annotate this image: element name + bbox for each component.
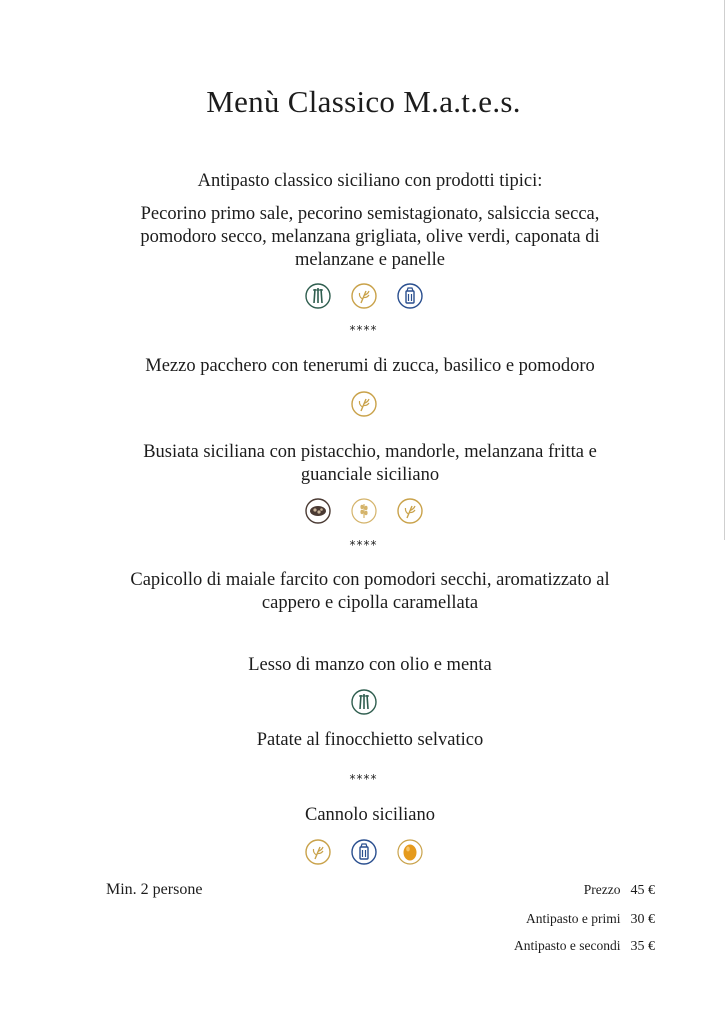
price-label: Prezzo [583,882,621,897]
secondo-1-line-1: Capicollo di maiale farcito con pomodori secchi, aromatizzato al [130,570,610,590]
antipasto-line-2: pomodoro secco, melanzana grigliata, olive verdi, caponata di [140,227,600,247]
celery-icon [350,688,378,716]
primo-1: Mezzo pacchero con tenerumi di zucca, basilico e pomodoro [145,356,595,376]
celery-icon [304,282,332,310]
dolce: Cannolo siciliano [305,805,435,825]
primo-2-allergens [0,497,727,525]
sesame-icon [350,497,378,525]
milk-icon [350,838,378,866]
secondo-2: Lesso di manzo con olio e menta [248,655,492,675]
menu-title: Menù Classico M.a.t.e.s. [206,84,521,119]
secondo-2-allergens [0,688,727,716]
separator-1: **** [349,323,378,337]
price-value: 45 € [630,883,655,898]
antipasto-line-3: melanzane e panelle [295,250,445,270]
separator-2: **** [349,538,378,552]
egg-icon [396,838,424,866]
price-label: Antipasto e primi [526,911,621,926]
price-row-antipasto-secondi [514,938,655,955]
price-row-full [584,882,655,899]
primo-2-line-2: guanciale siciliano [300,465,440,485]
nuts-icon [304,497,332,525]
gluten-icon [350,282,378,310]
dolce-allergens [0,838,727,866]
antipasto-line-1: Pecorino primo sale, pecorino semistagionato, salsiccia secca, [140,204,600,224]
secondo-1-line-2: cappero e cipolla caramellata [261,593,479,613]
price-value: 30 € [630,912,655,927]
price-label: Antipasto e secondi [514,938,621,953]
primo-1-allergens [0,390,727,418]
price-row-antipasto-primi [526,911,655,928]
separator-3: **** [349,772,378,786]
milk-icon [396,282,424,310]
gluten-icon [396,497,424,525]
primo-2-line-1: Busiata siciliana con pistacchio, mandorle, melanzana fritta e [143,442,597,462]
min-persons: Min. 2 persone [106,881,203,898]
antipasto-allergens [0,282,727,310]
page-edge-line [724,0,725,540]
antipasto-heading: Antipasto classico siciliano con prodotti tipici: [197,171,543,191]
gluten-icon [304,838,332,866]
contorno: Patate al finocchietto selvatico [256,730,484,750]
gluten-icon [350,390,378,418]
price-value: 35 € [630,939,655,954]
